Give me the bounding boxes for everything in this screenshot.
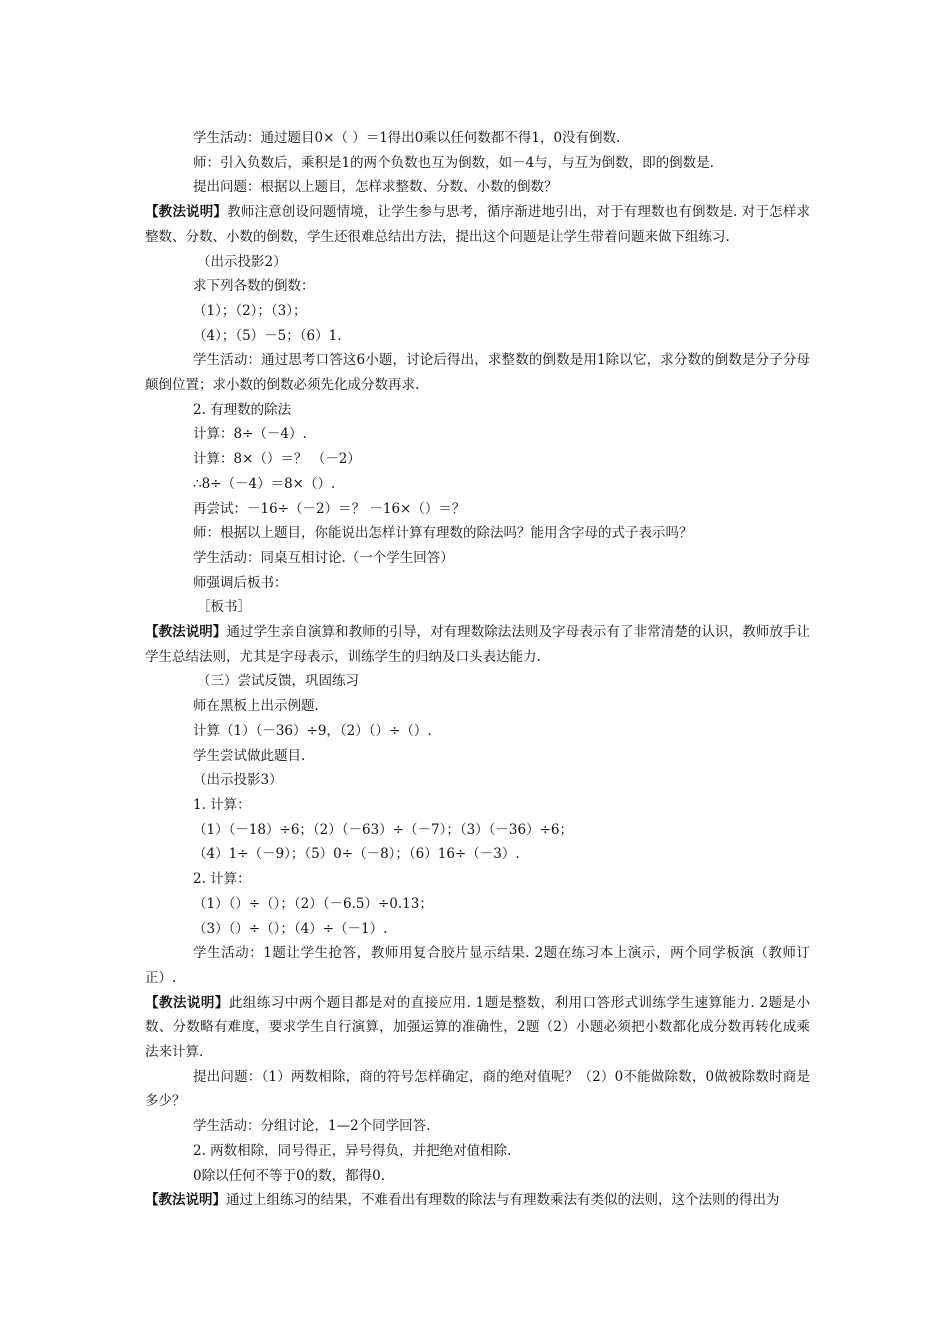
paragraph: 学生活动：同桌互相讨论.（一个学生回答） (193, 549, 454, 566)
paragraph: （1）；（2）；（3）； (193, 302, 307, 319)
paragraph: 学生尝试做此题目. (193, 747, 306, 764)
paragraph: 师：引入负数后，乘积是1的两个负数也互为倒数，如－4与，与互为倒数，即的倒数是. (193, 154, 714, 171)
document-body (145, 126, 810, 1213)
paragraph: （4）；（5）－5；（6）1. (193, 327, 342, 344)
method-note (145, 1188, 810, 1213)
paragraph: 2. 两数相除，同号得正，异号得负，并把绝对值相除. (193, 1142, 512, 1159)
paragraph: 师强调后板书： (193, 574, 288, 591)
method-note-tag: 【教法说明】 (145, 624, 227, 641)
paragraph: 计算（1）（－36）÷9，（2）（）÷（）. (193, 722, 432, 739)
paragraph: ∴8÷（－4）＝8×（）. (193, 475, 336, 492)
paragraph: ［板书］ (197, 599, 251, 616)
paragraph: 学生活动：分组讨论，1—2个同学回答. (193, 1118, 431, 1135)
method-note-tag: 【教法说明】 (145, 994, 229, 1011)
method-note-text: 通过上组练习的结果，不难看出有理数的除法与有理数乘法有类似的法则，这个法则的得出为 (226, 1192, 780, 1209)
section-heading: （三）尝试反馈，巩固练习 (197, 673, 359, 690)
paragraph: 师：根据以上题目，你能说出怎样计算有理数的除法吗？能用含字母的式子表示吗？ (193, 525, 693, 542)
paragraph: （出示投影3） (193, 772, 283, 789)
method-note (145, 991, 810, 1065)
paragraph: 提出问题：根据以上题目，怎样求整数、分数、小数的倒数？ (193, 179, 558, 196)
method-note-tag: 【教法说明】 (145, 204, 228, 221)
paragraph: 学生活动：通过题目0×（ ）＝1得出0乘以任何数都不得1，0没有倒数. (193, 130, 621, 146)
paragraph: （1）（－18）÷6；（2）（－63）÷（－7）；（3）（－36）÷6； (193, 821, 574, 838)
paragraph: 提出问题：（1）两数相除，商的符号怎样确定，商的绝对值呢？（2）0不能做除数，0做被除数时商是多少？ (145, 1068, 810, 1110)
paragraph: 0除以任何不等于0的数，都得0. (193, 1167, 386, 1184)
paragraph: （1）（）÷（）；（2）（－6.5）÷0.13； (193, 895, 433, 912)
method-note (145, 200, 810, 249)
paragraph: 计算：8×（）＝？ （－2） (193, 451, 361, 468)
paragraph: 计算：8÷（－4）. (193, 426, 307, 443)
method-note-text: 教师注意创设问题情境，让学生参与思考，循序渐进地引出，对于有理数也有倒数是. 对于怎样求整数、分数、小数的倒数，学生还很难总结出方法，提出这个问题是让学生带着问题来做下组练习. (145, 204, 810, 245)
paragraph: 再尝试：－16÷（－2）＝？ －16×（）＝？ (193, 500, 466, 517)
method-note-tag: 【教法说明】 (145, 1192, 226, 1209)
method-note-text: 此组练习中两个题目都是对的直接应用. 1题是整数，利用口答形式训练学生速算能力. 2题是小数、分数略有难度，要求学生自行演算，加强运算的准确性，2题（2）小题必须把小数都化成分数再转化成乘法来计算. (145, 994, 811, 1061)
paragraph: 师在黑板上出示例题. (193, 698, 319, 715)
paragraph: 2. 计算： (193, 871, 251, 888)
paragraph: 学生活动：1题让学生抢答，教师用复合胶片显示结果. 2题在练习本上演示，两个同学板演（教师订正）. (145, 945, 810, 986)
paragraph: （出示投影2） (197, 253, 287, 270)
paragraph: （4）1÷（－9）；（5）0÷（－8）；（6）16÷（－3）. (193, 846, 520, 863)
paragraph: 求下列各数的倒数： (193, 278, 315, 295)
paragraph: （3）（）÷（）；（4）÷（－1）. (193, 920, 388, 937)
method-note-text: 通过学生亲自演算和教师的引导，对有理数除法法则及字母表示有了非常清楚的认识，教师放手让学生总结法则，尤其是字母表示，训练学生的归纳及口头表达能力. (145, 624, 810, 665)
section-heading: 2. 有理数的除法 (193, 401, 292, 418)
paragraph: 学生活动：通过思考口答这6小题，讨论后得出，求整数的倒数是用1除以它，求分数的倒数是分子分母颠倒位置；求小数的倒数必须先化成分数再求. (145, 352, 810, 394)
paragraph: 1. 计算： (193, 796, 251, 813)
method-note (145, 620, 810, 669)
